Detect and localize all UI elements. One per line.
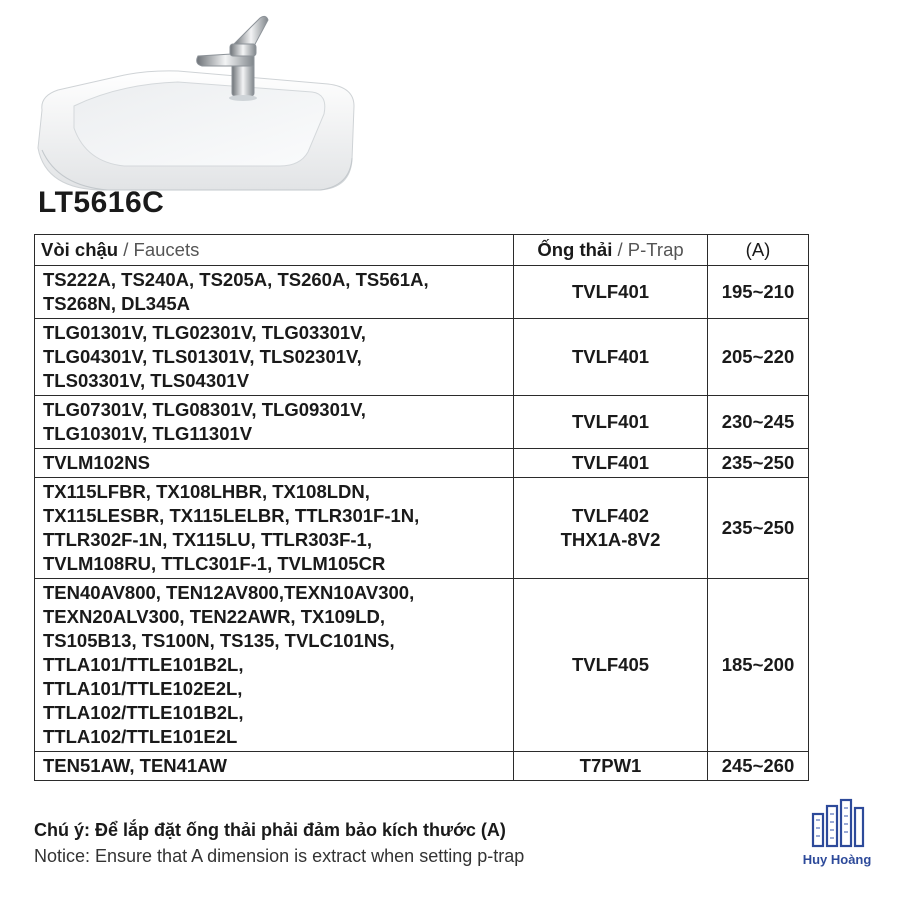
header-separator: / xyxy=(612,239,628,260)
ptrap-cell xyxy=(514,752,708,781)
ptrap-cell xyxy=(514,449,708,478)
faucet-line: TS222A, TS240A, TS205A, TS260A, TS561A, xyxy=(43,269,429,290)
faucets-cell xyxy=(35,478,514,579)
brand-logo xyxy=(796,796,878,872)
faucet-line: TEN40AV800, TEN12AV800,TEXN10AV300, xyxy=(43,582,415,603)
dimension-cell: 235~250 xyxy=(708,449,809,478)
dimension-cell: 205~220 xyxy=(708,319,809,396)
ptrap-model: T7PW1 xyxy=(579,755,642,776)
washbasin-with-faucet-image xyxy=(28,10,368,200)
faucet-line: TTLA101/TTLE101B2L, xyxy=(43,654,244,675)
faucet-line: TVLM108RU, TTLC301F-1, TVLM105CR xyxy=(43,553,386,574)
faucets-cell xyxy=(35,266,514,319)
faucet-line: TS268N, DL345A xyxy=(43,293,191,314)
faucets-cell xyxy=(35,579,514,752)
ptrap-model: THX1A-8V2 xyxy=(560,529,661,550)
ptrap-model: TVLF401 xyxy=(571,281,650,302)
faucet-line: TVLM102NS xyxy=(43,452,150,473)
faucet-line: TX115LESBR, TX115LELBR, TTLR301F-1N, xyxy=(43,505,420,526)
faucet-line: TS105B13, TS100N, TS135, TVLC101NS, xyxy=(43,630,395,651)
model-title: LT5616C xyxy=(38,186,165,219)
header-faucets xyxy=(35,235,514,266)
faucet-line: TX115LFBR, TX108LHBR, TX108LDN, xyxy=(43,481,370,502)
ptrap-cell xyxy=(514,579,708,752)
compatibility-table xyxy=(34,234,809,781)
table-row xyxy=(35,579,809,752)
dimension-cell: 195~210 xyxy=(708,266,809,319)
header-ptrap-en: P-Trap xyxy=(627,239,684,260)
faucet-line: TTLA102/TTLE101B2L, xyxy=(43,702,244,723)
faucet-line: TLG10301V, TLG11301V xyxy=(43,423,253,444)
faucet-line: TLS03301V, TLS04301V xyxy=(43,370,250,391)
table-row xyxy=(35,752,809,781)
faucets-cell xyxy=(35,396,514,449)
ptrap-model: TVLF402 xyxy=(571,505,650,526)
dimension-cell: 235~250 xyxy=(708,478,809,579)
ptrap-cell xyxy=(514,266,708,319)
building-logo-icon xyxy=(807,796,867,850)
header-ptrap xyxy=(514,235,708,266)
faucets-cell xyxy=(35,449,514,478)
installation-note-vi: Chú ý: Để lắp đặt ống thải phải đảm bảo kích thước (A) xyxy=(34,820,506,840)
faucet-line: TLG01301V, TLG02301V, TLG03301V, xyxy=(43,322,366,343)
faucet-line: TEXN20ALV300, TEN22AWR, TX109LD, xyxy=(43,606,386,627)
faucet-line: TTLA101/TTLE102E2L, xyxy=(43,678,243,699)
table-row xyxy=(35,266,809,319)
ptrap-model: TVLF401 xyxy=(571,452,650,473)
faucets-cell xyxy=(35,319,514,396)
dimension-cell: 245~260 xyxy=(708,752,809,781)
faucet-line: TLG07301V, TLG08301V, TLG09301V, xyxy=(43,399,366,420)
table-row xyxy=(35,319,809,396)
header-separator: / xyxy=(118,239,134,260)
ptrap-cell xyxy=(514,319,708,396)
ptrap-model: TVLF401 xyxy=(571,411,650,432)
installation-note-en: Notice: Ensure that A dimension is extract when setting p-trap xyxy=(34,846,525,866)
ptrap-model: TVLF401 xyxy=(571,346,650,367)
table-row xyxy=(35,396,809,449)
header-faucets-en: Faucets xyxy=(133,239,200,260)
faucets-cell xyxy=(35,752,514,781)
table-row xyxy=(35,478,809,579)
faucet-line: TTLR302F-1N, TX115LU, TTLR303F-1, xyxy=(43,529,372,550)
logo-text: Huy Hoàng xyxy=(802,852,872,867)
header-ptrap-vi: Ống thải xyxy=(537,239,613,260)
dimension-cell: 230~245 xyxy=(708,396,809,449)
ptrap-model: TVLF405 xyxy=(571,654,650,675)
faucet-line: TLG04301V, TLS01301V, TLS02301V, xyxy=(43,346,362,367)
faucet-line: TEN51AW, TEN41AW xyxy=(43,755,228,776)
ptrap-cell xyxy=(514,478,708,579)
dimension-cell: 185~200 xyxy=(708,579,809,752)
product-image xyxy=(28,10,368,200)
table-row xyxy=(35,449,809,478)
faucet-line: TTLA102/TTLE101E2L xyxy=(43,726,238,747)
table-header-row xyxy=(35,235,809,266)
header-dimension: (A) xyxy=(708,235,809,266)
ptrap-cell xyxy=(514,396,708,449)
header-faucets-vi: Vòi chậu xyxy=(41,239,119,260)
